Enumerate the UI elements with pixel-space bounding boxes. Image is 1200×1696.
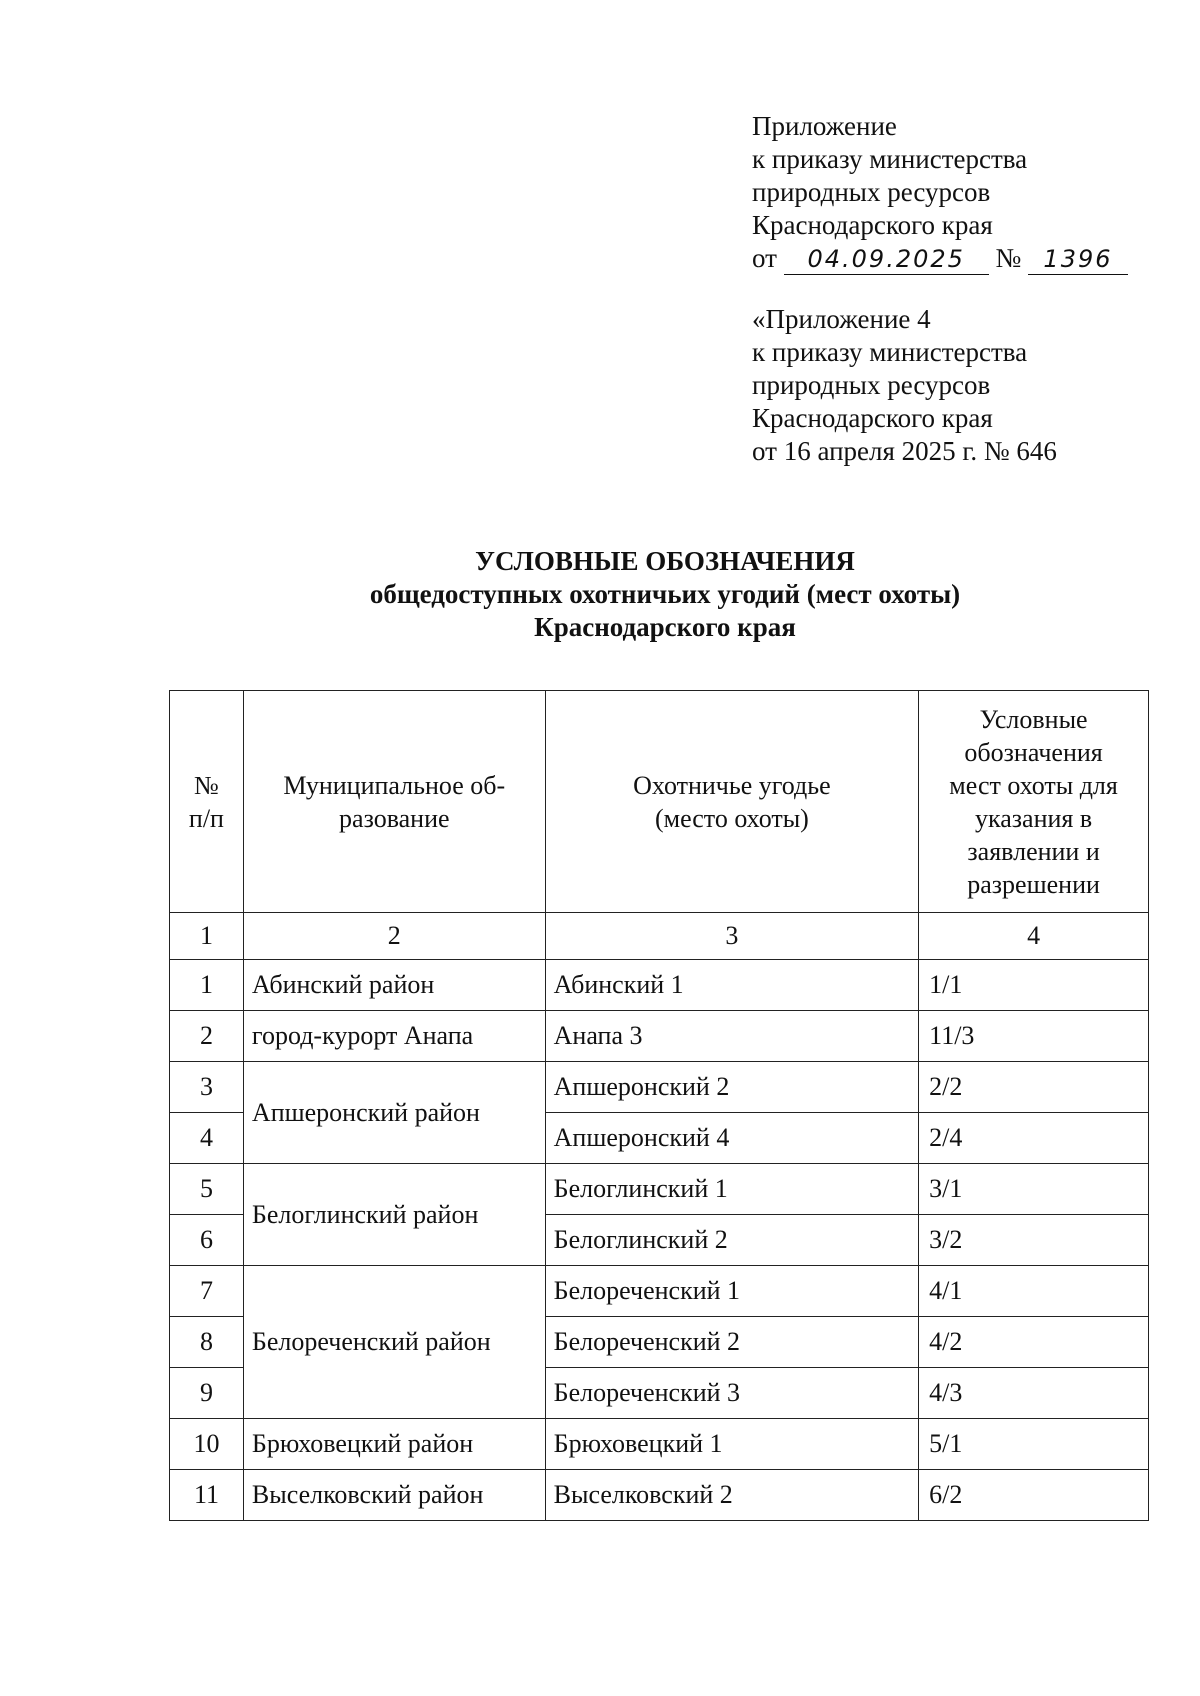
table-row <box>170 1419 1149 1470</box>
hunting-ground-cell: Анапа 3 <box>545 1011 919 1062</box>
header-row <box>170 691 1149 913</box>
column-number: 2 <box>243 913 545 960</box>
municipality-cell: Белореченский район <box>243 1266 545 1419</box>
symbol-cell: 3/2 <box>919 1215 1149 1266</box>
original-appendix-title: «Приложение 4 <box>752 304 931 334</box>
hunting-ground-cell: Брюховецкий 1 <box>545 1419 919 1470</box>
appendix-ministry: природных ресурсов <box>752 177 991 207</box>
original-appendix-order-ref: к приказу министерства <box>752 337 1028 367</box>
row-number: 4 <box>170 1113 244 1164</box>
table-row <box>170 1266 1149 1317</box>
municipality-cell: Выселковский район <box>243 1470 545 1521</box>
table-row <box>170 1164 1149 1215</box>
symbol-cell: 6/2 <box>919 1470 1149 1521</box>
symbol-cell: 4/3 <box>919 1368 1149 1419</box>
appendix-order-ref: к приказу министерства <box>752 144 1028 174</box>
municipality-cell: Абинский район <box>243 960 545 1011</box>
row-number: 8 <box>170 1317 244 1368</box>
row-number: 7 <box>170 1266 244 1317</box>
table-row <box>170 1062 1149 1113</box>
hunting-ground-cell: Абинский 1 <box>545 960 919 1011</box>
original-appendix-date: от 16 апреля 2025 г. № 646 <box>752 436 1057 466</box>
hunting-grounds-table <box>169 690 1149 1521</box>
row-number: 6 <box>170 1215 244 1266</box>
hunting-ground-cell: Апшеронский 4 <box>545 1113 919 1164</box>
hunting-ground-cell: Апшеронский 2 <box>545 1062 919 1113</box>
hunting-ground-cell: Белореченский 3 <box>545 1368 919 1419</box>
number-prefix: № <box>995 243 1022 273</box>
row-number: 10 <box>170 1419 244 1470</box>
column-number: 4 <box>919 913 1149 960</box>
new-appendix-block <box>752 110 1172 468</box>
title-line-2: общедоступных охотничьих угодий (мест охоты) <box>369 579 961 609</box>
row-number: 2 <box>170 1011 244 1062</box>
table-row <box>170 1470 1149 1521</box>
document-title <box>0 545 1200 644</box>
title-line-1: УСЛОВНЫЕ ОБОЗНАЧЕНИЯ <box>475 546 855 576</box>
appendix-title: Приложение <box>752 111 897 141</box>
symbol-cell: 2/4 <box>919 1113 1149 1164</box>
column-number: 1 <box>170 913 244 960</box>
symbol-cell: 11/3 <box>919 1011 1149 1062</box>
hunting-ground-cell: Белоглинский 2 <box>545 1215 919 1266</box>
hunting-ground-cell: Выселковский 2 <box>545 1470 919 1521</box>
handwritten-number: 1396 <box>1028 244 1128 275</box>
symbol-cell: 3/1 <box>919 1164 1149 1215</box>
hunting-ground-cell: Белоглинский 1 <box>545 1164 919 1215</box>
appendix-region: Краснодарского края <box>752 210 993 240</box>
symbol-cell: 5/1 <box>919 1419 1149 1470</box>
appendix-date-number-line <box>752 242 1172 275</box>
hunting-ground-cell: Белореченский 1 <box>545 1266 919 1317</box>
row-number: 11 <box>170 1470 244 1521</box>
symbol-cell: 2/2 <box>919 1062 1149 1113</box>
header-hunting-ground: Охотничье угодье (место охоты) <box>545 691 919 913</box>
original-appendix-region: Краснодарского края <box>752 403 993 433</box>
municipality-cell: Апшеронский район <box>243 1062 545 1164</box>
symbol-cell: 4/1 <box>919 1266 1149 1317</box>
original-appendix-ministry: природных ресурсов <box>752 370 991 400</box>
row-number: 1 <box>170 960 244 1011</box>
table-row <box>170 1011 1149 1062</box>
municipality-cell: Белоглинский район <box>243 1164 545 1266</box>
hunting-ground-cell: Белореченский 2 <box>545 1317 919 1368</box>
symbol-cell: 1/1 <box>919 960 1149 1011</box>
municipality-cell: город-курорт Анапа <box>243 1011 545 1062</box>
title-line-3: Краснодарского края <box>534 612 796 642</box>
header-number: № п/п <box>170 691 244 913</box>
from-prefix: от <box>752 243 777 273</box>
row-number: 3 <box>170 1062 244 1113</box>
row-number: 9 <box>170 1368 244 1419</box>
municipality-cell: Брюховецкий район <box>243 1419 545 1470</box>
table-row <box>170 960 1149 1011</box>
hunting-grounds-table-wrapper <box>169 690 1149 1521</box>
row-number: 5 <box>170 1164 244 1215</box>
column-number-row <box>170 913 1149 960</box>
header-symbols: Условные обозначения мест охоты для указания в заявлении и разрешении <box>919 691 1149 913</box>
header-municipality: Муниципальное об- разование <box>243 691 545 913</box>
handwritten-date: 04.09.2025 <box>784 244 989 275</box>
column-number: 3 <box>545 913 919 960</box>
symbol-cell: 4/2 <box>919 1317 1149 1368</box>
